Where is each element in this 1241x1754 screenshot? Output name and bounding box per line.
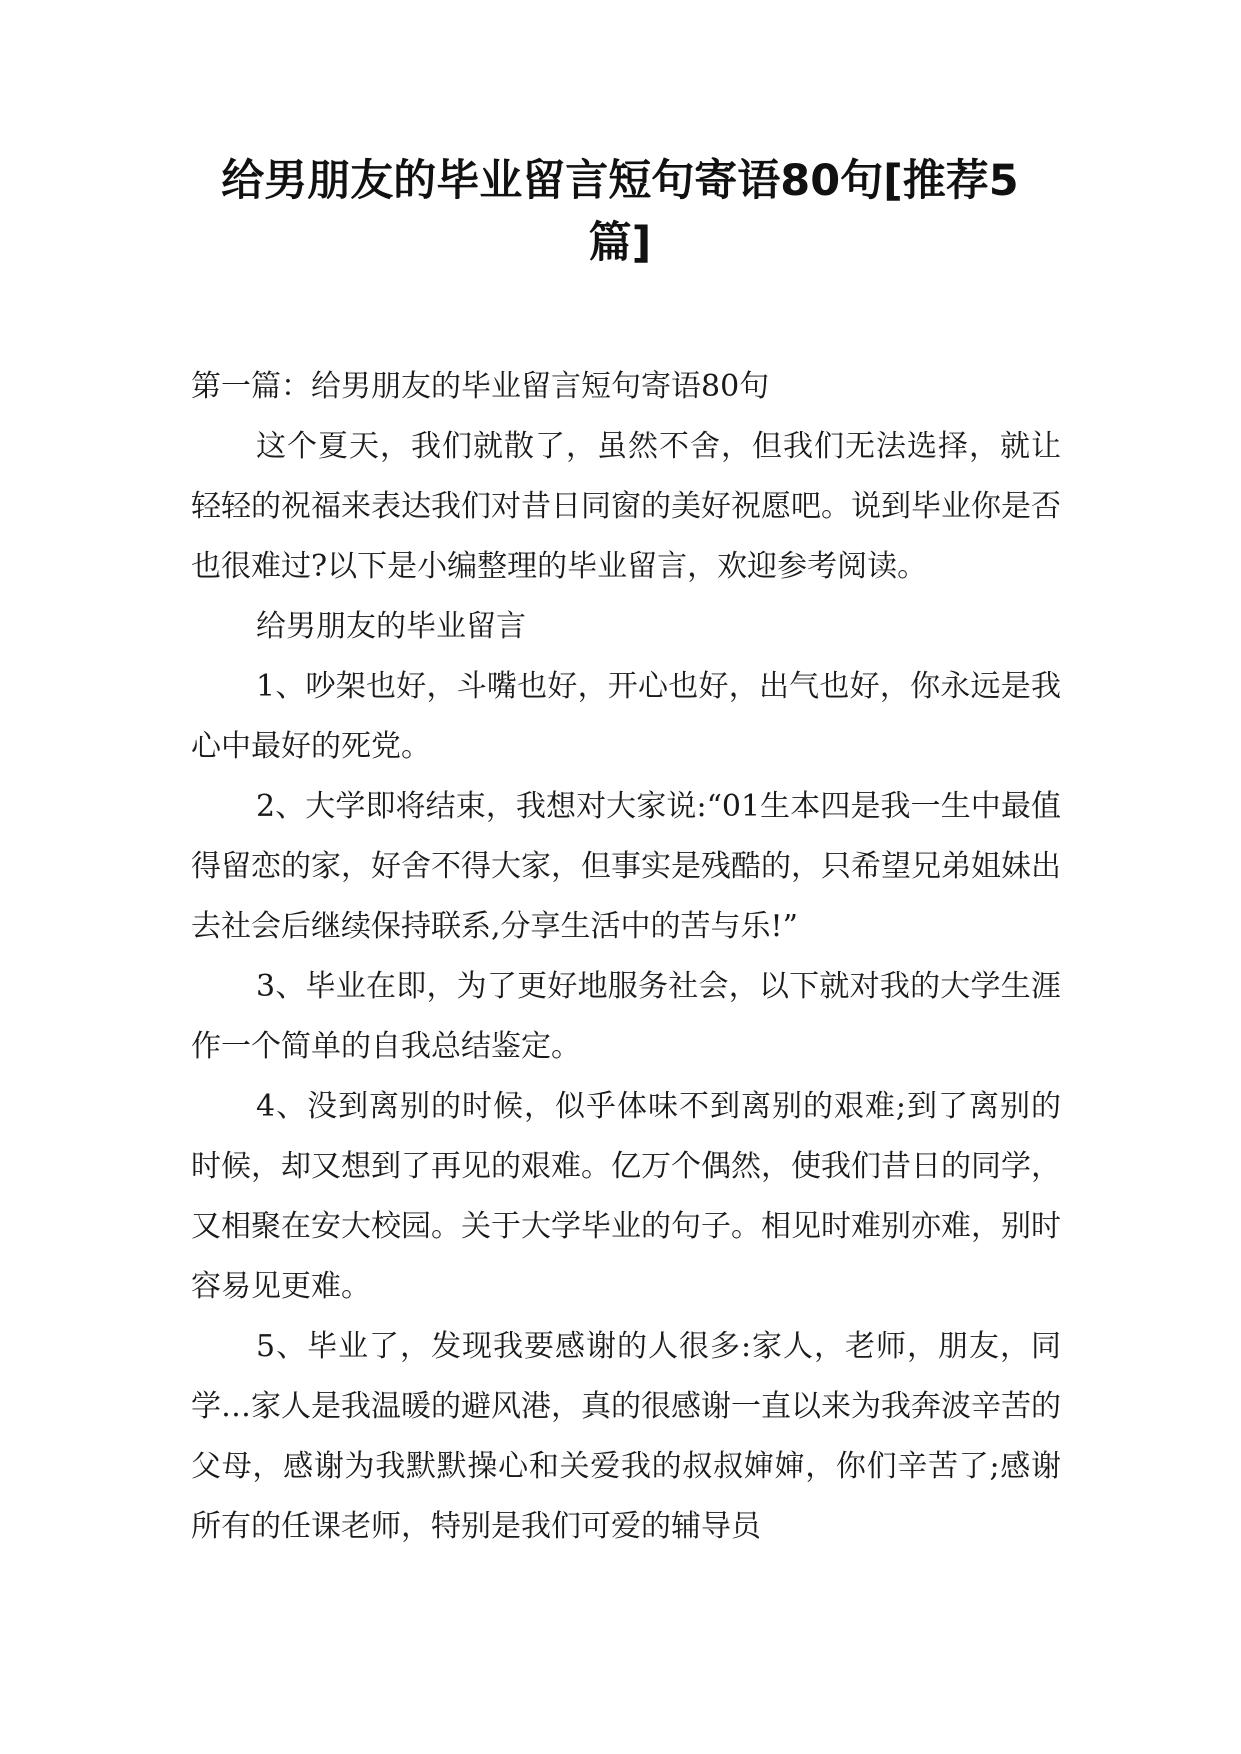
document-body bbox=[191, 357, 1061, 1557]
list-item: 4、没到离别的时候，似乎体味不到离别的艰难;到了离别的时候，却又想到了再见的艰难。亿万个偶然，使我们昔日的同学，又相聚在安大校园。关于大学毕业的句子。相见时难别亦难，别时容易见更难。 bbox=[191, 1089, 1061, 1304]
list-item: 1、吵架也好，斗嘴也好，开心也好，出气也好，你永远是我心中最好的死党。 bbox=[191, 669, 1061, 764]
subheading: 给男朋友的毕业留言 bbox=[256, 609, 526, 644]
list-item: 3、毕业在即，为了更好地服务社会，以下就对我的大学生涯作一个简单的自我总结鉴定。 bbox=[191, 969, 1061, 1064]
document-title-line-2: 篇] bbox=[588, 218, 652, 268]
intro-paragraph: 这个夏天，我们就散了，虽然不舍，但我们无法选择，就让轻轻的祝福来表达我们对昔日同窗的美好祝愿吧。说到毕业你是否也很难过?以下是小编整理的毕业留言，欢迎参考阅读。 bbox=[191, 429, 1061, 584]
list-item: 5、毕业了，发现我要感谢的人很多:家人，老师，朋友，同学…家人是我温暖的避风港，真的很感谢一直以来为我奔波辛苦的父母，感谢为我默默操心和关爱我的叔叔婶婶，你们辛苦了;感谢所有的任课老师，特别是我们可爱的辅导员 bbox=[191, 1329, 1061, 1544]
section-heading: 第一篇：给男朋友的毕业留言短句寄语80句 bbox=[191, 369, 770, 404]
list-item: 2、大学即将结束，我想对大家说:“01生本四是我一生中最值得留恋的家，好舍不得大家，但事实是残酷的，只希望兄弟姐妹出去社会后继续保持联系,分享生活中的苦与乐!” bbox=[191, 789, 1061, 944]
document-title-line-1: 给男朋友的毕业留言短句寄语80句[推荐5 bbox=[221, 156, 1019, 206]
document-title bbox=[185, 150, 1055, 274]
